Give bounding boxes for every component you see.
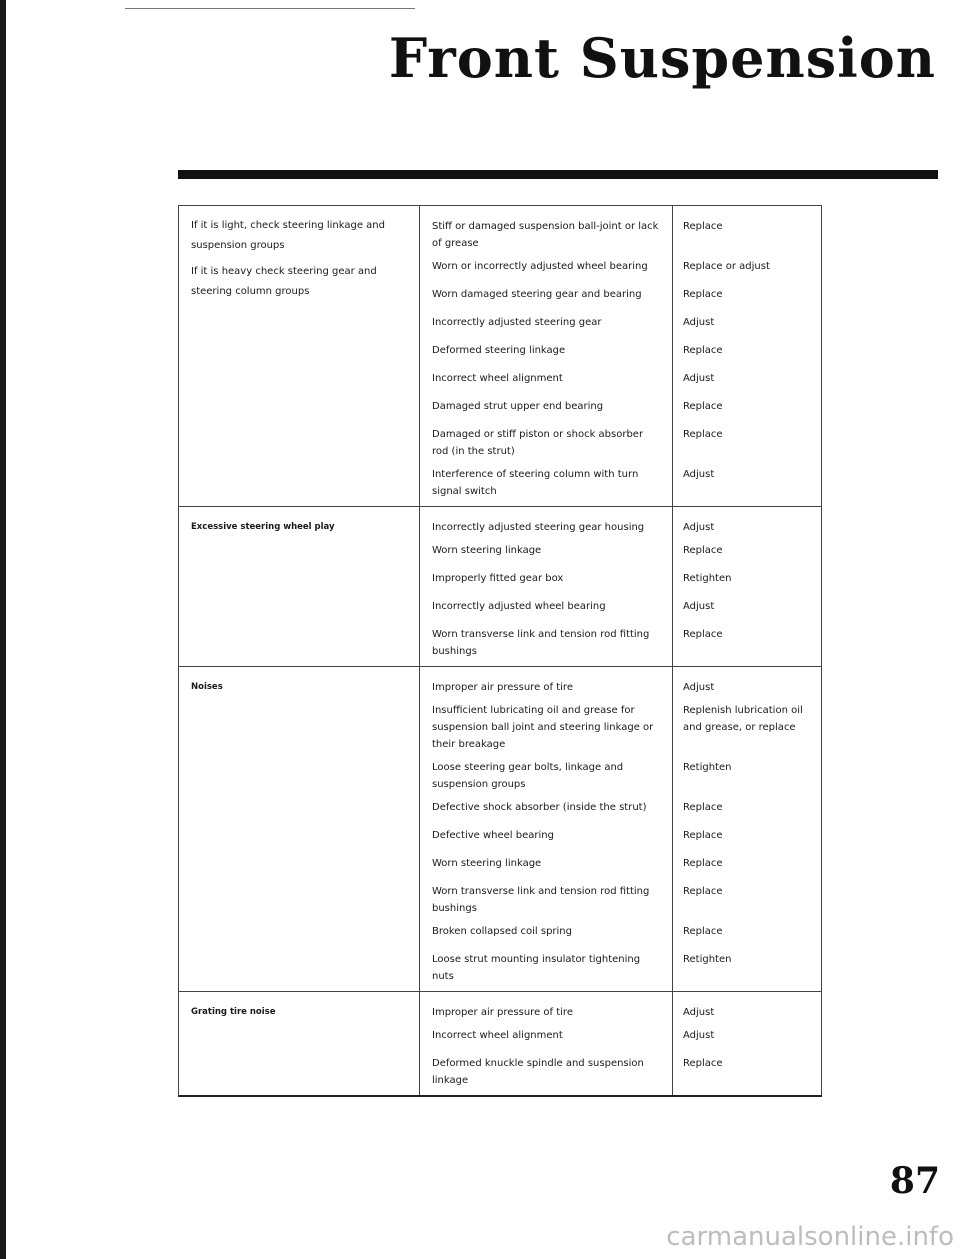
cause-cell: Stiff or damaged suspension ball-joint or lack of grease [420, 206, 673, 255]
cause-remedy-pair [420, 283, 822, 311]
table-row [179, 666, 822, 991]
cause-remedy-pair [420, 699, 822, 756]
cause-remedy-pair [420, 992, 822, 1024]
symptom-cell [179, 667, 420, 991]
cause-remedy-pair [420, 824, 822, 852]
remedy-cell: Adjust [673, 667, 822, 699]
cause-remedy-pair [420, 796, 822, 824]
cause-remedy-pair [420, 367, 822, 395]
cause-remedy-pair [420, 1024, 822, 1052]
table-row [179, 991, 822, 1095]
cause-cell: Damaged or stiff piston or shock absorber rod (in the strut) [420, 423, 673, 463]
cause-cell: Incorrect wheel alignment [420, 1024, 673, 1052]
remedy-cell: Replace [673, 206, 822, 255]
cause-remedy-pair [420, 623, 822, 666]
symptom-cell [179, 206, 420, 506]
remedy-cell: Retighten [673, 756, 822, 796]
cause-remedy-pair [420, 255, 822, 283]
page-title: Front Suspension [388, 26, 936, 90]
cause-remedy-pair [420, 463, 822, 506]
symptom-text: If it is heavy check steering gear and steering column groups [191, 266, 377, 297]
cause-remedy-pair [420, 567, 822, 595]
cause-cell: Worn transverse link and tension rod fitting bushings [420, 880, 673, 920]
cause-cell: Incorrectly adjusted steering gear housing [420, 507, 673, 539]
remedy-cell: Retighten [673, 948, 822, 991]
remedy-cell: Replace [673, 395, 822, 423]
symptom-text: Grating tire noise [191, 1007, 276, 1017]
page-number: 87 [889, 1160, 940, 1202]
troubleshooting-table [178, 205, 822, 1097]
remedy-cell: Replace [673, 423, 822, 463]
remedy-cell: Adjust [673, 507, 822, 539]
table-row [179, 205, 822, 506]
remedy-cell: Replace [673, 852, 822, 880]
remedy-cell: Retighten [673, 567, 822, 595]
cause-cell: Interference of steering column with turn signal switch [420, 463, 673, 506]
remedy-cell: Replace [673, 824, 822, 852]
cause-remedy-pair [420, 756, 822, 796]
symptom-text: Excessive steering wheel play [191, 522, 335, 532]
symptom-text: If it is light, check steering linkage and suspension groups [191, 220, 385, 251]
remedy-cell: Replace [673, 623, 822, 666]
remedy-cell: Replace [673, 1052, 822, 1095]
cause-remedy-pair [420, 539, 822, 567]
cause-cell: Improperly fitted gear box [420, 567, 673, 595]
cause-cell: Broken collapsed coil spring [420, 920, 673, 948]
remedy-cell: Adjust [673, 367, 822, 395]
table-row [179, 506, 822, 666]
cause-remedy-pair [420, 595, 822, 623]
cause-cell: Loose steering gear bolts, linkage and suspension groups [420, 756, 673, 796]
remedy-cell: Replace [673, 880, 822, 920]
symptom-cell [179, 992, 420, 1095]
cause-remedy-pair [420, 206, 822, 255]
cause-cell: Deformed steering linkage [420, 339, 673, 367]
cause-remedy-pair [420, 667, 822, 699]
cause-cell: Worn steering linkage [420, 852, 673, 880]
remedy-cell: Adjust [673, 1024, 822, 1052]
cause-cell: Worn or incorrectly adjusted wheel bearing [420, 255, 673, 283]
cause-cell: Damaged strut upper end bearing [420, 395, 673, 423]
cause-cell: Loose strut mounting insulator tightening nuts [420, 948, 673, 991]
remedy-cell: Adjust [673, 311, 822, 339]
remedy-cell: Replenish lubrication oil and grease, or replace [673, 699, 822, 756]
remedy-cell: Replace [673, 283, 822, 311]
cause-cell: Deformed knuckle spindle and suspension linkage [420, 1052, 673, 1095]
cause-cell: Insufficient lubricating oil and grease for suspension ball joint and steering linkage or their breakage [420, 699, 673, 756]
header-hairline [125, 8, 415, 9]
cause-remedy-pair [420, 948, 822, 991]
cause-cell: Defective shock absorber (inside the strut) [420, 796, 673, 824]
watermark: carmanualsonline.info [666, 1222, 954, 1252]
cause-remedy-pair [420, 852, 822, 880]
cause-cell: Worn transverse link and tension rod fitting bushings [420, 623, 673, 666]
remedy-cell: Adjust [673, 992, 822, 1024]
cause-remedy-pair [420, 880, 822, 920]
cause-cell: Worn damaged steering gear and bearing [420, 283, 673, 311]
remedy-cell: Replace [673, 796, 822, 824]
remedy-cell: Replace [673, 920, 822, 948]
cause-remedy-pair [420, 423, 822, 463]
remedy-cell: Replace [673, 339, 822, 367]
remedy-cell: Adjust [673, 595, 822, 623]
cause-remedy-pair [420, 311, 822, 339]
symptom-text: Noises [191, 682, 223, 692]
remedy-cell: Adjust [673, 463, 822, 506]
binding-margin-bar [0, 0, 6, 1259]
cause-cell: Incorrectly adjusted wheel bearing [420, 595, 673, 623]
cause-cell: Improper air pressure of tire [420, 992, 673, 1024]
cause-remedy-pair [420, 507, 822, 539]
remedy-cell: Replace [673, 539, 822, 567]
cause-cell: Incorrect wheel alignment [420, 367, 673, 395]
cause-remedy-pair [420, 339, 822, 367]
cause-cell: Defective wheel bearing [420, 824, 673, 852]
cause-remedy-pair [420, 920, 822, 948]
remedy-cell: Replace or adjust [673, 255, 822, 283]
symptom-cell [179, 507, 420, 666]
cause-cell: Worn steering linkage [420, 539, 673, 567]
cause-remedy-pair [420, 395, 822, 423]
cause-cell: Incorrectly adjusted steering gear [420, 311, 673, 339]
title-rule [178, 170, 938, 179]
cause-remedy-pair [420, 1052, 822, 1095]
cause-cell: Improper air pressure of tire [420, 667, 673, 699]
